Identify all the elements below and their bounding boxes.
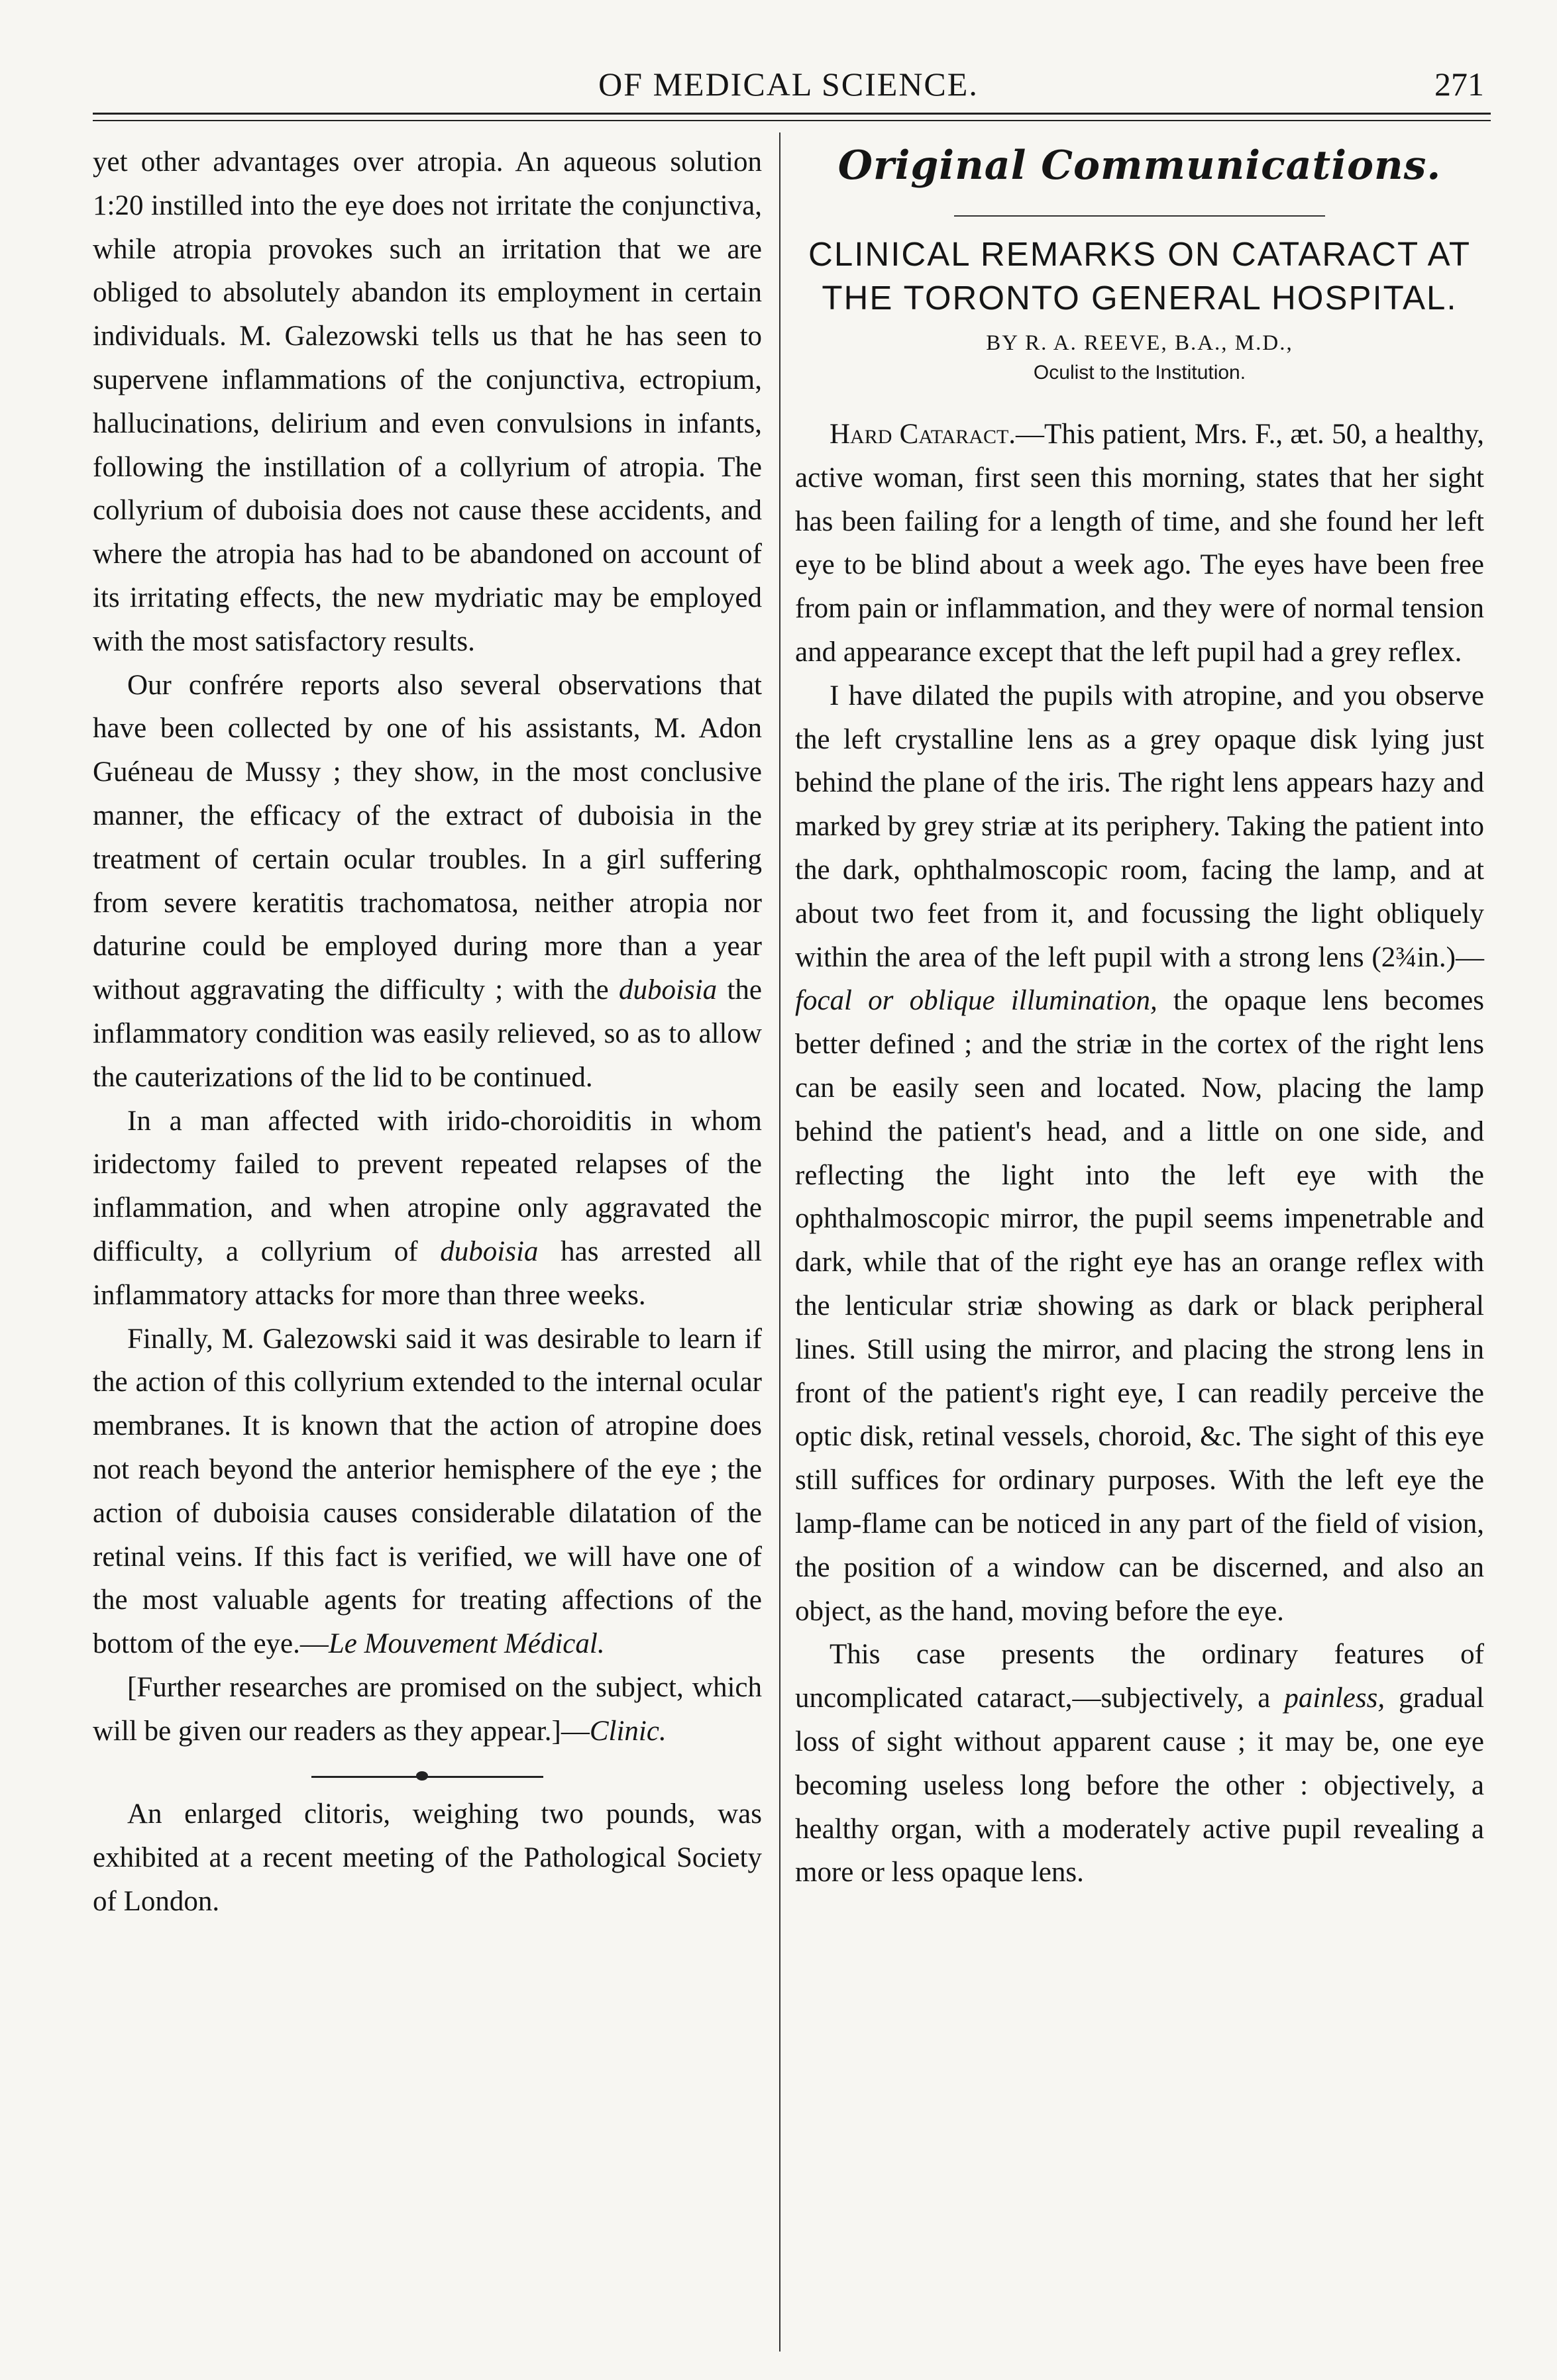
paragraph: yet other advantages over atropia. An aqueous solution 1:20 instilled into the eye does not irritate the conjunctiva, while atropia provokes such an irritation that we are obliged to absolutely abandon its employment in certain individuals. M. Galezowski tells us that he has seen to supervene inflammations of the conjunctiva, ectropium, hallucinations, delirium and even convulsions in infants, following the instillation of a collyrium of atropia. The collyrium of duboisia does not cause these accidents, and where the atropia has had to be abandoned on account of its irritating effects, the new mydriatic may be employed with the most satisfactory results. xyxy=(93,146,762,657)
running-head xyxy=(93,65,1484,111)
text-run: has arrested all inflammatory attacks for more than three weeks. xyxy=(93,1235,763,1311)
byline: BY R. A. REEVE, B.A., M.D., xyxy=(986,331,1293,355)
paragraph xyxy=(93,664,762,1100)
text-run: Finally, M. Galezowski said it was desirable to learn if the action of this collyrium extended to the internal ocular membranes. It is known that the action of atropine does not reach beyond the anterior hemisphere of the eye ; the action of duboisia causes considerable dilatation of the retinal veins. If this fact is verified, we will have one of the most valuable agents for treating affections of the bottom of the eye.— xyxy=(93,1323,762,1660)
text-run: This case presents the ordinary features of uncomplicated cataract,—subjectively, a xyxy=(795,1639,1484,1714)
text-run: the opaque lens becomes better defined ; and the striæ in the cortex of the right lens can be easily seen and located. Now, placing the lamp behind the patient's head, and a little on one side, and reflecting the light into the left eye with the ophthalmoscopic mirror, the pupil seems impenetrable and dark, while that of the right eye has an orange reflex with the lenticular striæ showing as dark or black peripheral lines. Still using the mirror, and placing the strong lens in front of the patient's right eye, I can readily perceive the optic disk, retinal vessels, choroid, &c. The sight of this eye still suffices for ordinary purposes. With the left eye the lamp-flame can be noticed in any part of the field of vision, the position of a window can be discerned, and also an object, as the hand, moving before the eye. xyxy=(795,985,1484,1627)
italic-term: duboisia xyxy=(619,974,718,1006)
source-citation: Clinic. xyxy=(589,1715,667,1747)
article-title: CLINICAL REMARKS ON CATARACT AT THE TORONTO GENERAL HOSPITAL. xyxy=(808,235,1471,317)
paragraph xyxy=(93,1100,762,1318)
header-rule-secondary xyxy=(93,120,1491,121)
italic-term: focal or oblique illumination, xyxy=(795,985,1157,1017)
italic-term: painless, xyxy=(1284,1682,1385,1714)
text-run: Our confrére reports also several observations that have been collected by one of his assistants, M. Adon Guéneau de Mussy ; they show, in the most conclusive manner, the efficacy of the extract of duboisia in the treatment of certain ocular troubles. In a girl suffering from severe keratitis trachomatosa, neither atropia nor daturine could be employed during more than a year without aggravating the difficulty ; with the xyxy=(93,669,762,1006)
running-title: OF MEDICAL SCIENCE. xyxy=(598,66,979,103)
column-divider xyxy=(779,132,780,2352)
paragraph: An enlarged clitoris, weighing two pounds, was exhibited at a recent meeting of the Pathological Society of London. xyxy=(93,1798,762,1918)
left-column xyxy=(93,140,762,1924)
text-run: gradual loss of sight without apparent cause ; it may be, one eye becoming useless long before the other : objectively, a healthy organ, with a moderately active pupil revealing a more or less opaque lens. xyxy=(795,1682,1485,1888)
paragraph xyxy=(795,674,1484,1633)
heading-rule xyxy=(954,215,1325,217)
text-run: In a man affected with irido-choroiditis in whom iridectomy failed to prevent repeated relapses of the inflammation, and when atropine only aggravated the difficulty, a collyrium of xyxy=(93,1105,762,1267)
header-rule xyxy=(93,113,1491,115)
affiliation: Oculist to the Institution. xyxy=(1033,362,1246,384)
page-number: 271 xyxy=(1434,66,1484,103)
text-run: —This patient, Mrs. F., æt. 50, a healthy, active woman, first seen this morning, states that her sight has been failing for a length of time, and she found her left eye to be blind about a week ago. The eyes have been free from pain or inflammation, and they were of normal tension and appearance except that the left pupil had a grey reflex. xyxy=(795,419,1484,668)
italic-term: duboisia xyxy=(440,1235,539,1267)
text-run: the inflammatory condition was easily relieved, so as to allow the cauterizations of the lid to be continued. xyxy=(93,974,762,1093)
paragraph xyxy=(795,413,1484,674)
lead-in: Hard Cataract. xyxy=(830,419,1016,450)
text-run: I have dilated the pupils with atropine, and you observe the left crystalline lens as a grey opaque disk lying just behind the plane of the iris. The right lens appears hazy and marked by grey striæ at its periphery. Taking the patient into the dark, ophthalmoscopic room, facing the lamp, and at about two feet from it, and focussing the light obliquely within the area of the left pupil with a strong lens (2¾in.)— xyxy=(795,680,1484,973)
paragraph xyxy=(93,1318,762,1666)
source-citation: Le Mouvement Médical. xyxy=(328,1628,605,1660)
ornamental-divider xyxy=(93,1770,762,1783)
paragraph xyxy=(93,1666,762,1753)
right-column xyxy=(795,129,1484,1894)
text-run: [Further researches are promised on the subject, which will be given our readers as they appear.]— xyxy=(93,1671,762,1747)
section-heading: Original Communications. xyxy=(837,142,1442,189)
paragraph xyxy=(795,1633,1484,1894)
